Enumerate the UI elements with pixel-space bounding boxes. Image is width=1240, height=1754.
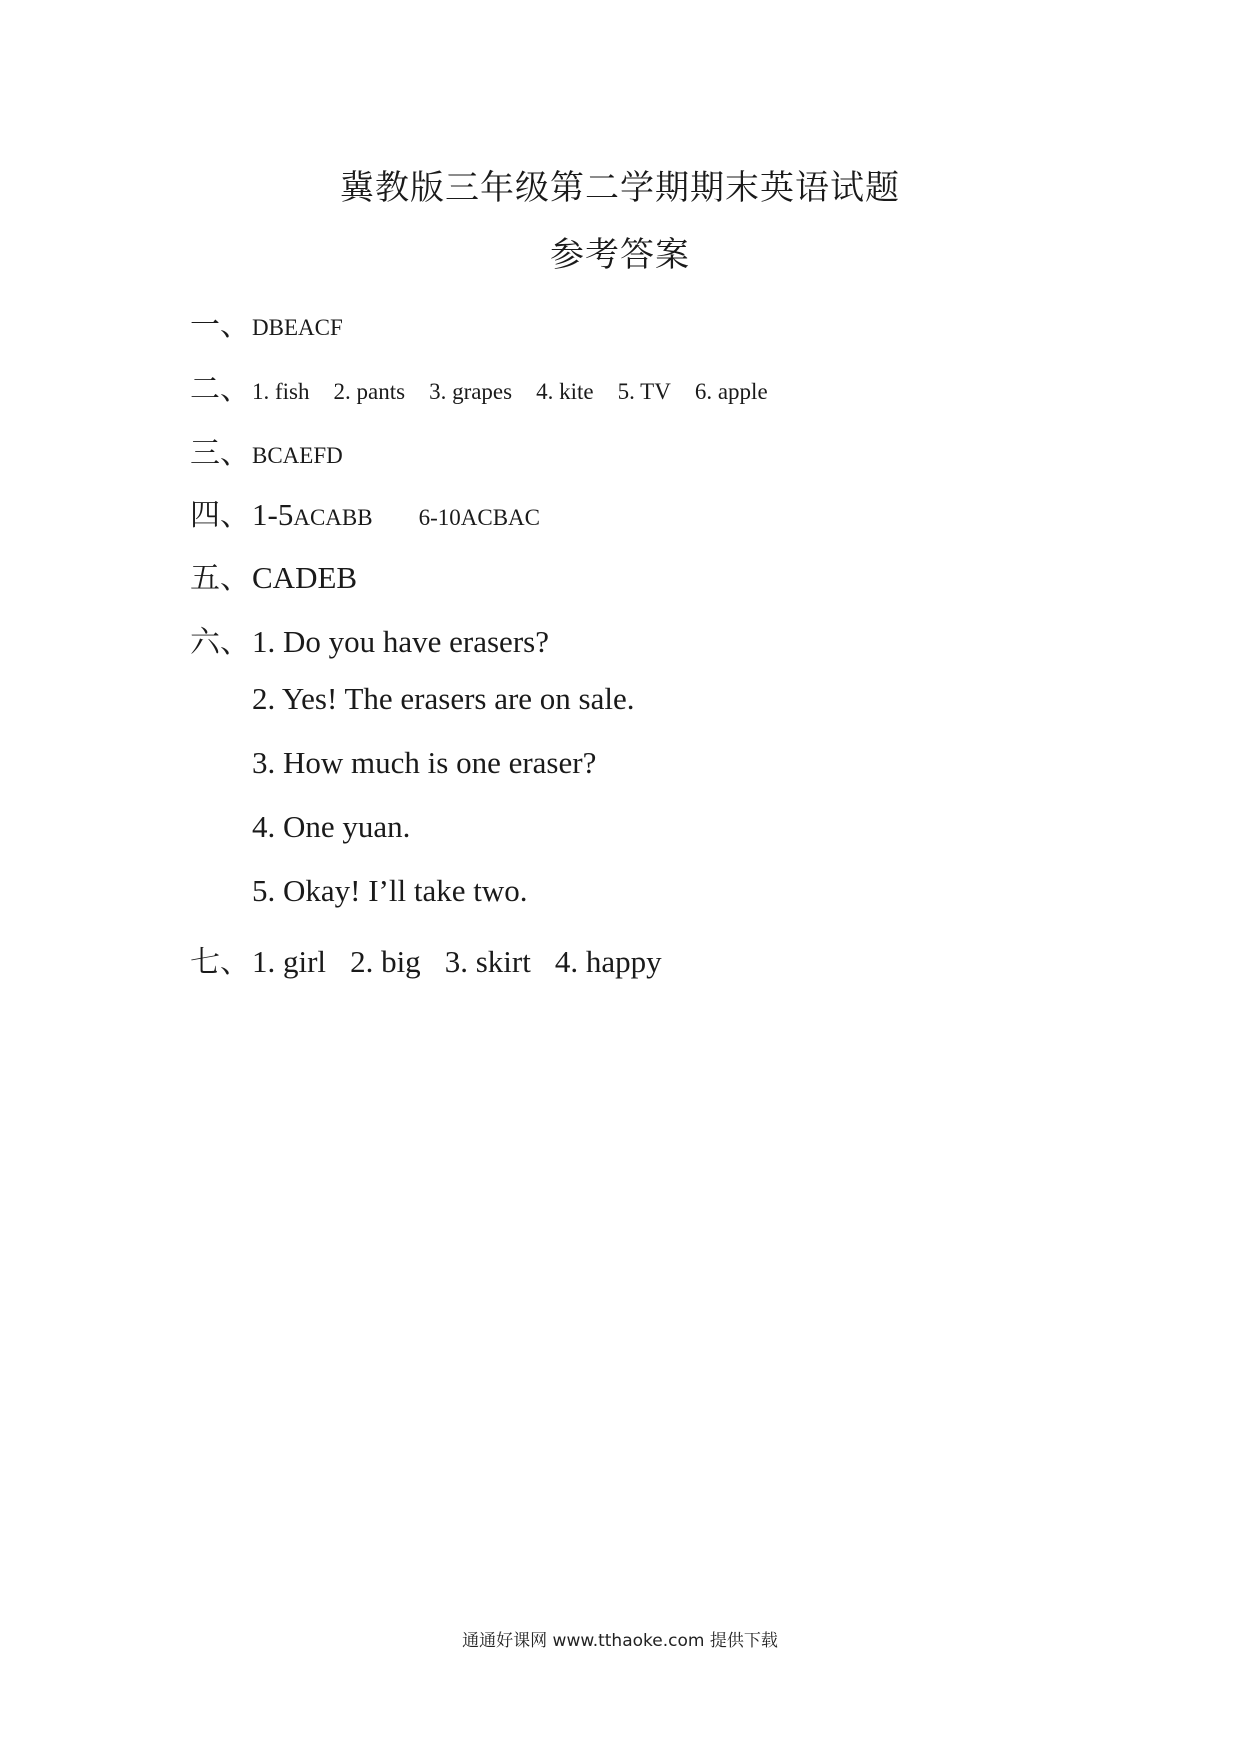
answer-part-2: 6-10ACBAC	[418, 505, 540, 530]
answer-item: 1. girl	[252, 944, 327, 979]
answer-item: 2. big	[350, 944, 421, 979]
answer-item: 1. fish	[252, 379, 310, 404]
section-number: 二、	[190, 373, 250, 406]
section-number: 七、	[190, 946, 250, 979]
dialogue-line: 5. Okay! I’ll take two.	[252, 873, 528, 908]
section-5	[190, 553, 357, 597]
dialogue-line: 2. Yes! The erasers are on sale.	[252, 681, 635, 716]
document-subtitle: 参考答案	[550, 237, 690, 274]
section-answer-list	[252, 944, 686, 979]
range-label: 1-5	[252, 497, 294, 532]
section-number: 一、	[190, 309, 250, 342]
dialogue-line: 3. How much is one eraser?	[252, 745, 597, 780]
footer-watermark: 通通好课网 www.tthaoke.com 提供下载	[462, 1631, 778, 1651]
answer-item: 5. TV	[617, 379, 671, 404]
answer-part-1: ACABB	[293, 505, 373, 530]
section-1	[190, 300, 343, 344]
section-3	[190, 428, 343, 472]
section-number: 五、	[190, 562, 250, 595]
answer-item: 4. kite	[536, 379, 594, 404]
document-title: 冀教版三年级第二学期期末英语试题	[340, 170, 900, 207]
section-7	[190, 937, 686, 981]
answer-item: 4. happy	[554, 944, 662, 979]
section-4	[190, 490, 564, 534]
section-answer: CADEB	[252, 560, 358, 595]
section-answer	[252, 497, 564, 532]
dialogue-line: 1. Do you have erasers?	[252, 624, 549, 659]
section-answer: DBEACF	[252, 315, 343, 340]
section-answer: BCAEFD	[252, 443, 343, 468]
section-answer-list	[252, 379, 792, 404]
section-number: 三、	[190, 437, 250, 470]
section-number: 六、	[190, 626, 250, 659]
answer-item: 6. apple	[694, 379, 768, 404]
section-6	[190, 617, 549, 661]
section-2	[190, 364, 792, 408]
answer-item: 3. skirt	[444, 944, 531, 979]
answer-item: 2. pants	[333, 379, 406, 404]
section-number: 四、	[190, 499, 250, 532]
dialogue-line: 4. One yuan.	[252, 809, 411, 844]
answer-item: 3. grapes	[429, 379, 513, 404]
